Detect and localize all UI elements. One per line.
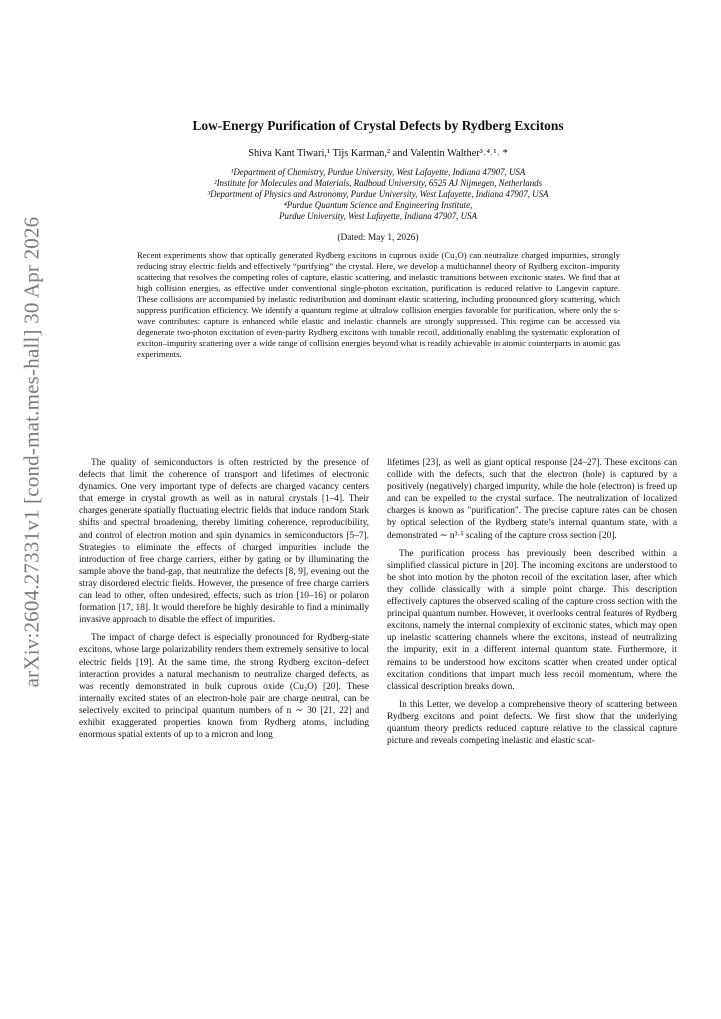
paper-title: Low-Energy Purification of Crystal Defects by Rydberg Excitons	[192, 118, 564, 133]
paragraph: The purification process has previously been described within a simplified classical picture in [20]. The incoming excitons are understood to be shot into motion by the photon recoil of the excitation laser, after which they collide classically with a simple point charge. This description effectively captures the observed scaling of the capture cross section with the principal quantum number. However, it overlooks central features of Rydberg excitons, namely the internal complexity of excitonic states, which may open up inelastic scattering channels where the excitons, instead of neutralizing the impurity, exit in a different internal quantum state. Furthermore, it remains to be understood how excitons scatter when created under optical excitation conditions that impart much less recoil momentum, where the classical description breaks down.	[387, 548, 677, 692]
affiliation-3: ³Department of Physics and Astronomy, Purdue University, West Lafayette, Indiana 47907, USA	[207, 189, 549, 199]
affiliations	[0, 167, 721, 222]
dated-line: (Dated: May 1, 2026)	[337, 233, 419, 243]
paragraph: lifetimes [23], as well as giant optical response [24–27]. These excitons can collide with the defects, such that the electron (hole) is captured by a positively (negatively) charged impurity, while the hole (electron) is freed up and can be expelled to the crystal surface. The neutralization of localized charges is known as "purification". The precise capture rates can be chosen by optical selection of the Rydberg state’s internal quantum state, with a demonstrated ∼ n³·⁵ scaling of the capture cross section [20].	[387, 458, 677, 541]
abstract: Recent experiments show that optically generated Rydberg excitons in cuprous oxide (Cu₂O) can neutralize charged impurities, strongly reducing stray electric fields and effectively “purifying” the crystal. Here, we develop a multichannel theory of Rydberg exciton–impurity scattering that resolves the competing roles of capture, elastic scattering, and inelastic transitions between excitonic states. We find that at high collision energies, as effective under conventional single-photon excitation, purification is reduced relative to Langevin capture. These collisions are accompanied by inelastic redistribution and dominant elastic scattering, including pronounced glory scattering, which suppress purification efficiency. We identify a quantum regime at ultralow collision energies favorable for purification, where only the s-wave contributes: capture is enhanced while elastic and inelastic channels are strongly suppressed. This regime can be accessed via degenerate two-photon excitation of even-parity Rydberg excitons with tunable recoil, additionally enabling the systematic exploration of exciton–impurity scattering over a wide range of collision energies beyond what is readily achievable in atomic counterparts in atomic gas experiments.	[137, 250, 620, 359]
left-column	[79, 457, 369, 741]
right-column	[387, 457, 677, 747]
paragraph: The impact of charge defect is especially pronounced for Rydberg-state excitons, whose large polarizability renders them extremely sensitive to local electric fields [19]. At the same time, the strong Rydberg exciton–defect interaction provides a natural mechanism to neutralize charged defects, as was recently demonstrated in bulk cuprous oxide (Cu₂O) [20]. These internally excited states of an electron-hole pair are charge neutral, can be selectively excited to principal quantum numbers of n ∼ 30 [21, 22] and exhibit exaggerated properties known from Rydberg atoms, including enormous spatial extents of up to a micron and long	[79, 633, 369, 741]
paragraph: The quality of semiconductors is often restricted by the presence of defects that limit the coherence of transport and lifetimes of electronic dynamics. One very important type of defects are charged vacancy centers that emerge in crystal growth as well as in natural crystals [1–4]. Their charges generate spatially fluctuating electric fields that induce random Stark shifts and spectral broadening, thereby limiting coherence, reproducibility, and control of electron motion and spin dynamics in semiconductors [5–7]. Strategies to eliminate the effects of charged impurities include the introduction of free charge carriers, either by gating or by illuminating the sample above the band-gap, that neutralize the defects [8, 9], evening out the stray disordered electric fields. However, the presence of free charge carriers can lead to other, often undesired, effects, such as trion [10–16] or polaron formation [17, 18]. It would therefore be highly desirable to find a minimally invasive approach to disable the effect of impurities.	[79, 458, 369, 626]
paragraph: In this Letter, we develop a comprehensive theory of scattering between Rydberg excitons and point defects. We first show that the underlying quantum theory predicts reduced capture relative to the classical capture picture and reveals competing inelastic and elastic scat-	[387, 699, 677, 747]
affiliation-1: ¹Department of Chemistry, Purdue University, West Lafayette, Indiana 47907, USA	[230, 167, 526, 177]
affiliation-4: ⁴Purdue Quantum Science and Engineering Institute,	[283, 200, 473, 210]
affiliation-4-cont: Purdue University, West Lafayette, Indiana 47907, USA	[279, 211, 477, 221]
affiliation-2: ²Institute for Molecules and Materials, Radboud University, 6525 AJ Nijmegen, Netherlands	[213, 178, 543, 188]
arxiv-identifier: arXiv:2604.27331v1 [cond-mat.mes-hall] 30 Apr 2026	[19, 216, 44, 688]
author-list: Shiva Kant Tiwari,¹ Tijs Karman,² and Valentin Walther³˒⁴˒¹˒ *	[248, 148, 508, 159]
arxiv-sidebar	[10, 216, 54, 688]
